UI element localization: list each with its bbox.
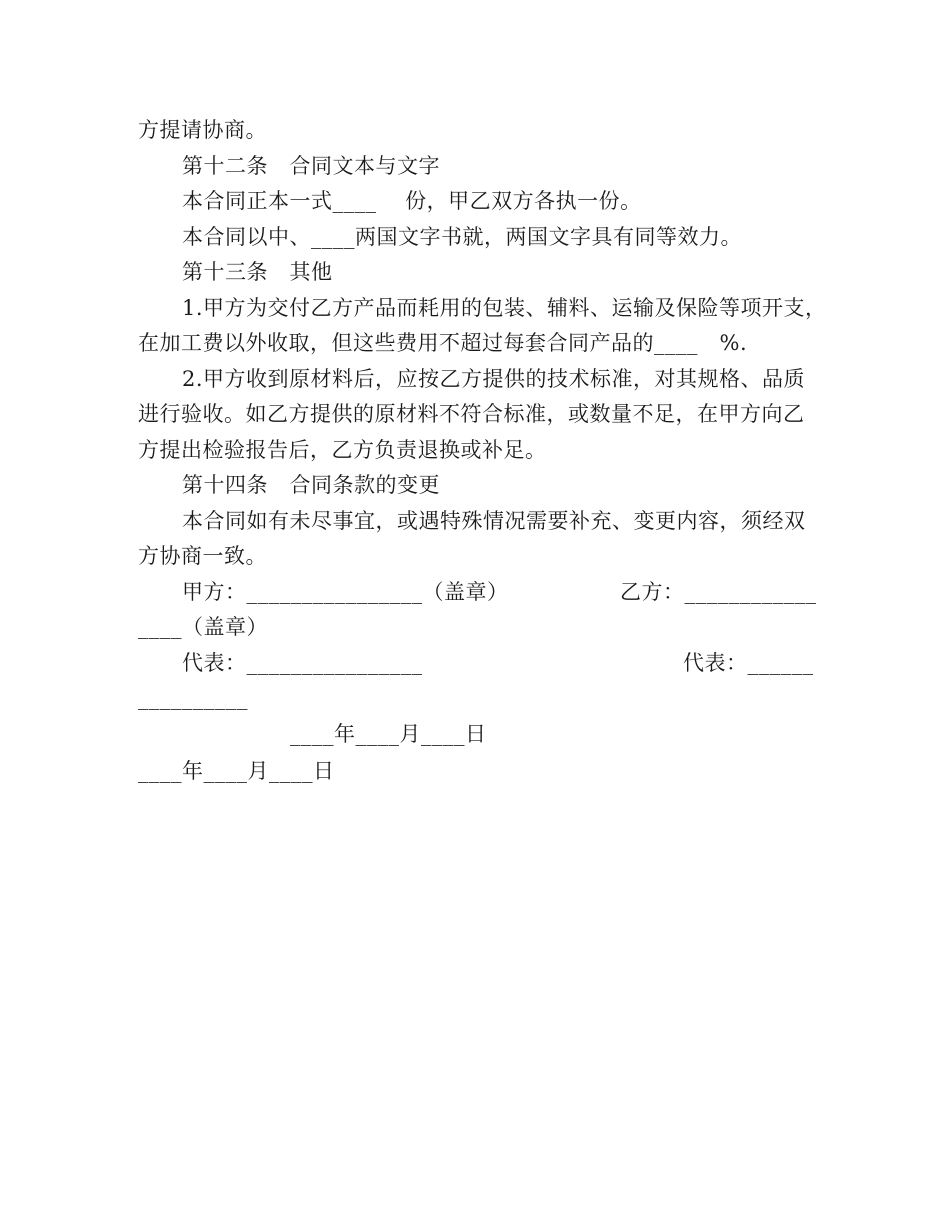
party-a-signature: 甲方：________________（盖章） xyxy=(182,580,509,604)
text-line: 本合同如有未尽事宜，或遇特殊情况需要补充、变更内容，须经双 xyxy=(182,509,806,533)
party-b-representative-cont: __________ xyxy=(138,686,248,710)
party-b-signature-cont: ____（盖章） xyxy=(138,615,268,639)
party-b-representative: 代表：______ xyxy=(683,651,814,675)
section-heading-14: 第十四条 合同条款的变更 xyxy=(182,473,440,497)
party-b-date: ____年____月____日 xyxy=(138,759,335,783)
section-heading-13: 第十三条 其他 xyxy=(182,260,333,284)
text-line: 1.甲方为交付乙方产品而耗用的包装、辅料、运输及保险等项开支， xyxy=(182,296,827,320)
text-line: 本合同正本一式____ 份，甲乙双方各执一份。 xyxy=(182,189,642,213)
text-line: 进行验收。如乙方提供的原材料不符合标准，或数量不足，在甲方向乙 xyxy=(138,402,805,426)
text-line: 本合同以中、____两国文字书就，两国文字具有同等效力。 xyxy=(182,225,742,249)
text-line: 方提出检验报告后，乙方负责退换或补足。 xyxy=(138,438,547,462)
text-line: 方提请协商。 xyxy=(138,118,267,142)
section-heading-12: 第十二条 合同文本与文字 xyxy=(182,154,440,178)
text-line: 在加工费以外收取，但这些费用不超过每套合同产品的____ %. xyxy=(138,331,748,355)
party-b-signature: 乙方：____________ xyxy=(620,580,817,604)
text-line: 2.甲方收到原材料后，应按乙方提供的技术标准，对其规格、品质 xyxy=(182,367,806,391)
text-line: 方协商一致。 xyxy=(138,544,267,568)
party-a-date: ____年____月____日 xyxy=(290,722,487,746)
party-a-representative: 代表：________________ xyxy=(182,651,423,675)
